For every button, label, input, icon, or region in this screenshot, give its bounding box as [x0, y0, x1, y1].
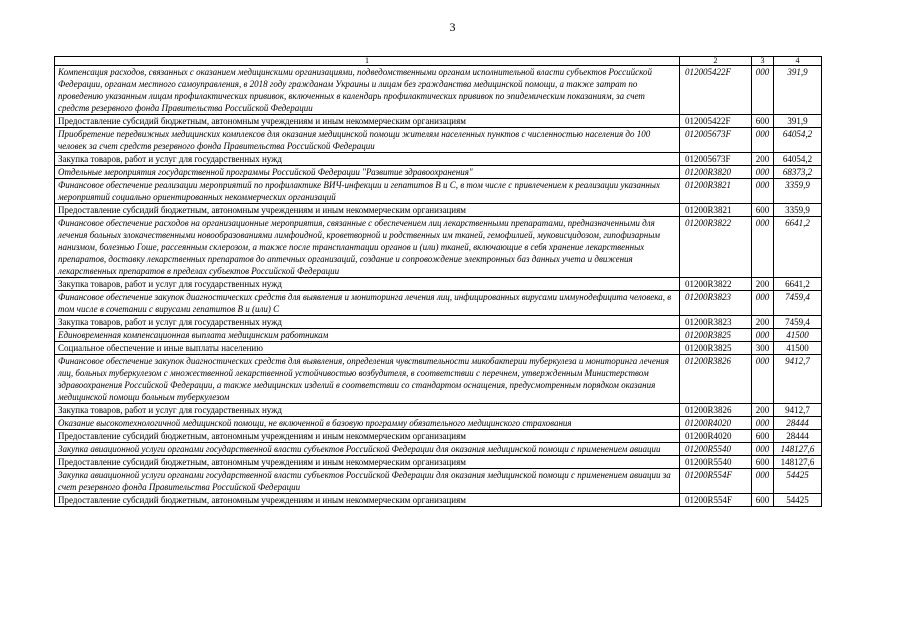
table-row: [55, 430, 822, 443]
row-sum-cell: 9412,7: [774, 404, 822, 417]
row-sum-cell: 7459,4: [774, 316, 822, 329]
row-code-cell: 01200R554F: [680, 494, 752, 507]
row-code-cell: 01200R3823: [680, 316, 752, 329]
row-vr-cell: 600: [752, 115, 774, 128]
row-code-cell: 01200R3825: [680, 342, 752, 355]
table-row: [55, 217, 822, 278]
row-vr-cell: 000: [752, 469, 774, 494]
row-name-cell: Оказание высокотехнологичной медицинской помощи, не включенной в базовую программу обязательного медицинского страхования: [55, 417, 680, 430]
table-row: [55, 179, 822, 204]
row-vr-cell: 300: [752, 342, 774, 355]
row-sum-cell: 41500: [774, 329, 822, 342]
row-name-cell: Социальное обеспечение и иные выплаты населению: [55, 342, 680, 355]
row-vr-cell: 600: [752, 430, 774, 443]
table-row: [55, 128, 822, 153]
row-sum-cell: 391,9: [774, 66, 822, 115]
row-sum-cell: 54425: [774, 469, 822, 494]
table-row: [55, 329, 822, 342]
row-vr-cell: 600: [752, 494, 774, 507]
header-col-code: 2: [680, 57, 752, 66]
row-vr-cell: 000: [752, 179, 774, 204]
row-vr-cell: 200: [752, 153, 774, 166]
row-vr-cell: 000: [752, 355, 774, 404]
row-vr-cell: 600: [752, 204, 774, 217]
row-name-cell: Закупка товаров, работ и услуг для государственных нужд: [55, 404, 680, 417]
row-sum-cell: 6641,2: [774, 278, 822, 291]
header-col-sum: 4: [774, 57, 822, 66]
row-name-cell: Финансовое обеспечение закупок диагностических средств для выявления, определения чувствительности микобактерии туберкулеза и мониторинга лечения лиц, больных туберкулезом с множественной лекарственной устойчивостью возбудителя, в соответствии с перечнем, утвержденным Министерством здравоохранения Российской Федерации, а также медицинских изделий в соответствии со стандартом оснащения, предусмотренным порядком оказания медицинской помощи больным туберкулезом: [55, 355, 680, 404]
row-name-cell: Отдельные мероприятия государственной программы Российской Федерации "Развитие здравоохранения": [55, 166, 680, 179]
row-sum-cell: 148127,6: [774, 456, 822, 469]
row-sum-cell: 41500: [774, 342, 822, 355]
row-sum-cell: 68373,2: [774, 166, 822, 179]
row-sum-cell: 6641,2: [774, 217, 822, 278]
row-name-cell: Предоставление субсидий бюджетным, автономным учреждениям и иным некоммерческим организациям: [55, 494, 680, 507]
table-row: [55, 469, 822, 494]
row-code-cell: 01200R3825: [680, 329, 752, 342]
row-code-cell: 01200R5540: [680, 443, 752, 456]
row-code-cell: 01200R3822: [680, 217, 752, 278]
row-vr-cell: 000: [752, 66, 774, 115]
table-row: [55, 342, 822, 355]
row-code-cell: 01200R3821: [680, 204, 752, 217]
row-vr-cell: 000: [752, 443, 774, 456]
header-col-vr: 3: [752, 57, 774, 66]
row-code-cell: 01200R3822: [680, 278, 752, 291]
header-col-name: 1: [55, 57, 680, 66]
row-name-cell: Предоставление субсидий бюджетным, автономным учреждениям и иным некоммерческим организациям: [55, 456, 680, 469]
row-name-cell: Единовременная компенсационная выплата медицинским работникам: [55, 329, 680, 342]
table-row: [55, 278, 822, 291]
row-sum-cell: 64054,2: [774, 153, 822, 166]
row-vr-cell: 600: [752, 456, 774, 469]
row-vr-cell: 200: [752, 404, 774, 417]
row-sum-cell: 148127,6: [774, 443, 822, 456]
row-name-cell: Закупка товаров, работ и услуг для государственных нужд: [55, 278, 680, 291]
table-row: [55, 316, 822, 329]
row-vr-cell: 000: [752, 329, 774, 342]
table-row: [55, 166, 822, 179]
row-vr-cell: 000: [752, 417, 774, 430]
row-vr-cell: 200: [752, 278, 774, 291]
table-row: [55, 456, 822, 469]
row-name-cell: Закупка товаров, работ и услуг для государственных нужд: [55, 153, 680, 166]
row-name-cell: Финансовое обеспечение реализации мероприятий по профилактике ВИЧ-инфекции и гепатитов В и С, в том числе с привлечением к реализации указанных мероприятий социально ориентированных некоммерческих организаций: [55, 179, 680, 204]
row-name-cell: Финансовое обеспечение расходов на организационные мероприятия, связанные с обеспечением лиц лекарственными препаратами, предназначенными для лечения больных злокачественными новообразованиями лимфоидной, кроветворной и родственных им тканей, гемофилией, муковисцидозом, гипофизарным нанизмом, болезнью Гоше, рассеянным склерозом, а также после трансплантации органов и (или) тканей, включающие в себя хранение лекарственных препаратов, доставку лекарственных препаратов до аптечных организаций, создание и сопровождение электронных баз данных учета и движения лекарственных препаратов в пределах субъектов Российской Федерации: [55, 217, 680, 278]
row-code-cell: 01200R4020: [680, 430, 752, 443]
row-name-cell: Закупка авиационной услуги органами государственной власти субъектов Российской Федерации для оказания медицинской помощи с применением авиации: [55, 443, 680, 456]
page-number: 3: [449, 20, 456, 34]
row-code-cell: 012005422F: [680, 115, 752, 128]
row-sum-cell: 54425: [774, 494, 822, 507]
row-code-cell: 01200R5540: [680, 456, 752, 469]
row-name-cell: Финансовое обеспечение закупок диагностических средств для выявления и мониторинга лечения лиц, инфицированных вирусами иммунодефицита человека, в том числе в сочетании с вирусами гепатитов В и (или) С: [55, 291, 680, 316]
row-code-cell: 01200R3823: [680, 291, 752, 316]
row-name-cell: Компенсация расходов, связанных с оказанием медицинскими организациями, подведомственными органам исполнительной власти субъектов Российской Федерации, органам местного самоуправления, в 2018 году гражданам Украины и лицам без гражданства медицинской помощи, а также затрат по проведению указанным лицам профилактических прививок, включенных в календарь профилактических прививок по эпидемическим показаниям, за счет средств резервного фонда Правительства Российской Федерации: [55, 66, 680, 115]
table-row: [55, 443, 822, 456]
row-sum-cell: 7459,4: [774, 291, 822, 316]
row-code-cell: 012005673F: [680, 128, 752, 153]
row-vr-cell: 000: [752, 217, 774, 278]
row-code-cell: 01200R3821: [680, 179, 752, 204]
row-vr-cell: 200: [752, 316, 774, 329]
table-row: [55, 66, 822, 115]
row-sum-cell: 28444: [774, 417, 822, 430]
table-row: [55, 494, 822, 507]
table-row: [55, 204, 822, 217]
row-code-cell: 01200R3826: [680, 355, 752, 404]
row-code-cell: 01200R554F: [680, 469, 752, 494]
row-vr-cell: 000: [752, 166, 774, 179]
row-code-cell: 01200R3826: [680, 404, 752, 417]
budget-table: [54, 56, 822, 507]
table-row: [55, 115, 822, 128]
table-row: [55, 153, 822, 166]
table-row: [55, 404, 822, 417]
table-row: [55, 355, 822, 404]
row-code-cell: 012005422F: [680, 66, 752, 115]
row-sum-cell: 3359,9: [774, 204, 822, 217]
row-name-cell: Закупка товаров, работ и услуг для государственных нужд: [55, 316, 680, 329]
row-name-cell: Приобретение передвижных медицинских комплексов для оказания медицинской помощи жителям населенных пунктов с численностью населения до 100 человек за счет средств резервного фонда Правительства Российской Федерации: [55, 128, 680, 153]
row-sum-cell: 28444: [774, 430, 822, 443]
row-code-cell: 01200R3820: [680, 166, 752, 179]
table-row: [55, 417, 822, 430]
row-name-cell: Закупка авиационной услуги органами государственной власти субъектов Российской Федерации для оказания медицинской помощи с применением авиации за счет резервного фонда Правительства Российской Федерации: [55, 469, 680, 494]
table-header-row: [55, 57, 822, 66]
row-sum-cell: 3359,9: [774, 179, 822, 204]
row-code-cell: 012005673F: [680, 153, 752, 166]
row-name-cell: Предоставление субсидий бюджетным, автономным учреждениям и иным некоммерческим организациям: [55, 115, 680, 128]
row-name-cell: Предоставление субсидий бюджетным, автономным учреждениям и иным некоммерческим организациям: [55, 204, 680, 217]
row-vr-cell: 000: [752, 128, 774, 153]
row-code-cell: 01200R4020: [680, 417, 752, 430]
row-sum-cell: 391,9: [774, 115, 822, 128]
row-sum-cell: 64054,2: [774, 128, 822, 153]
table-row: [55, 291, 822, 316]
row-vr-cell: 000: [752, 291, 774, 316]
row-name-cell: Предоставление субсидий бюджетным, автономным учреждениям и иным некоммерческим организациям: [55, 430, 680, 443]
row-sum-cell: 9412,7: [774, 355, 822, 404]
